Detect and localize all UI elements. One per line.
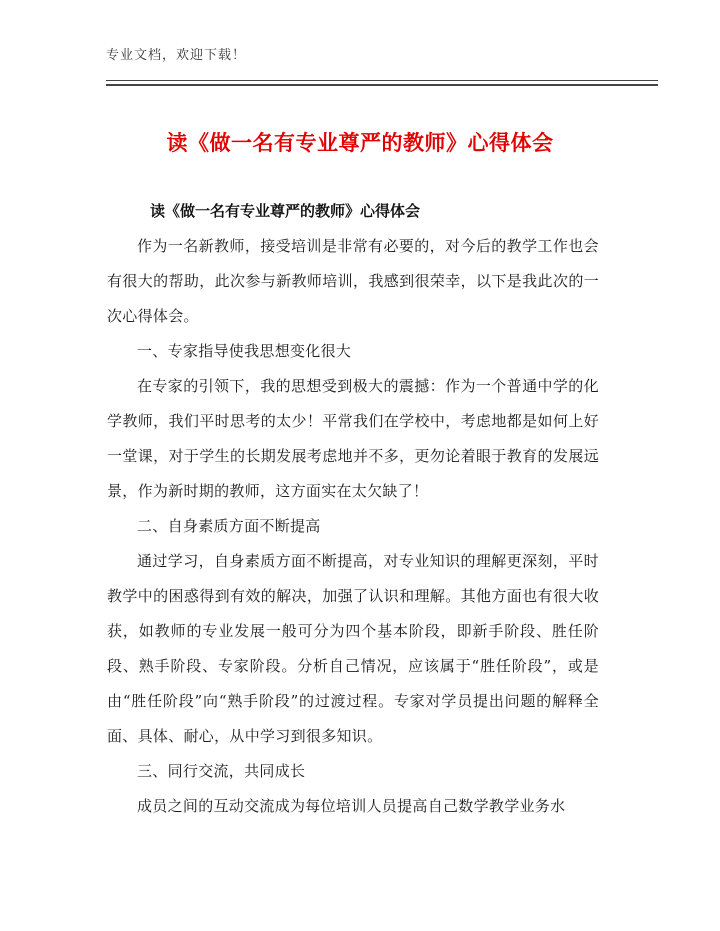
paragraph: 在专家的引领下，我的思想受到极大的震撼：作为一个普通中学的化学教师，我们平时思考的太少！平常我们在学校中，考虑地都是如何上好一堂课，对于学生的长期发展考虑地并不多，更勿论着眼于教育的发展远景，作为新时期的教师，这方面实在太欠缺了！: [107, 377, 599, 500]
section-heading: 一、专家指导使我思想变化很大: [137, 342, 352, 360]
document-title: 读《做一名有专业尊严的教师》心得体会: [166, 131, 554, 155]
header-rule-thick: [106, 84, 658, 86]
document-body: [107, 229, 599, 824]
paragraph: 通过学习，自身素质方面不断提高，对专业知识的理解更深刻，平时教学中的困惑得到有效的解决，加强了认识和理解。其他方面也有很大收获，如教师的专业发展一般可分为四个基本阶段，即新手阶段、胜任阶段、熟手阶段、专家阶段。分析自己情况，应该属于“胜任阶段”，或是由“胜任阶段”向“熟手阶段”的过渡过程。专家对学员提出问题的解释全面、具体、耐心，从中学习到很多知识。: [107, 552, 599, 745]
section-heading: 三、同行交流，共同成长: [137, 762, 306, 780]
document-subtitle: 读《做一名有专业尊严的教师》心得体会: [150, 202, 421, 220]
paragraph: 作为一名新教师，接受培训是非常有必要的，对今后的教学工作也会有很大的帮助，此次参与新教师培训，我感到很荣幸，以下是我此次的一次心得体会。: [107, 237, 599, 325]
paragraph: 成员之间的互动交流成为每位培训人员提高自己数学教学业务水: [137, 797, 566, 815]
header-text: 专业文档，欢迎下载！: [106, 48, 247, 63]
header-rule-thin: [106, 80, 658, 81]
section-heading: 二、自身素质方面不断提高: [137, 517, 321, 535]
